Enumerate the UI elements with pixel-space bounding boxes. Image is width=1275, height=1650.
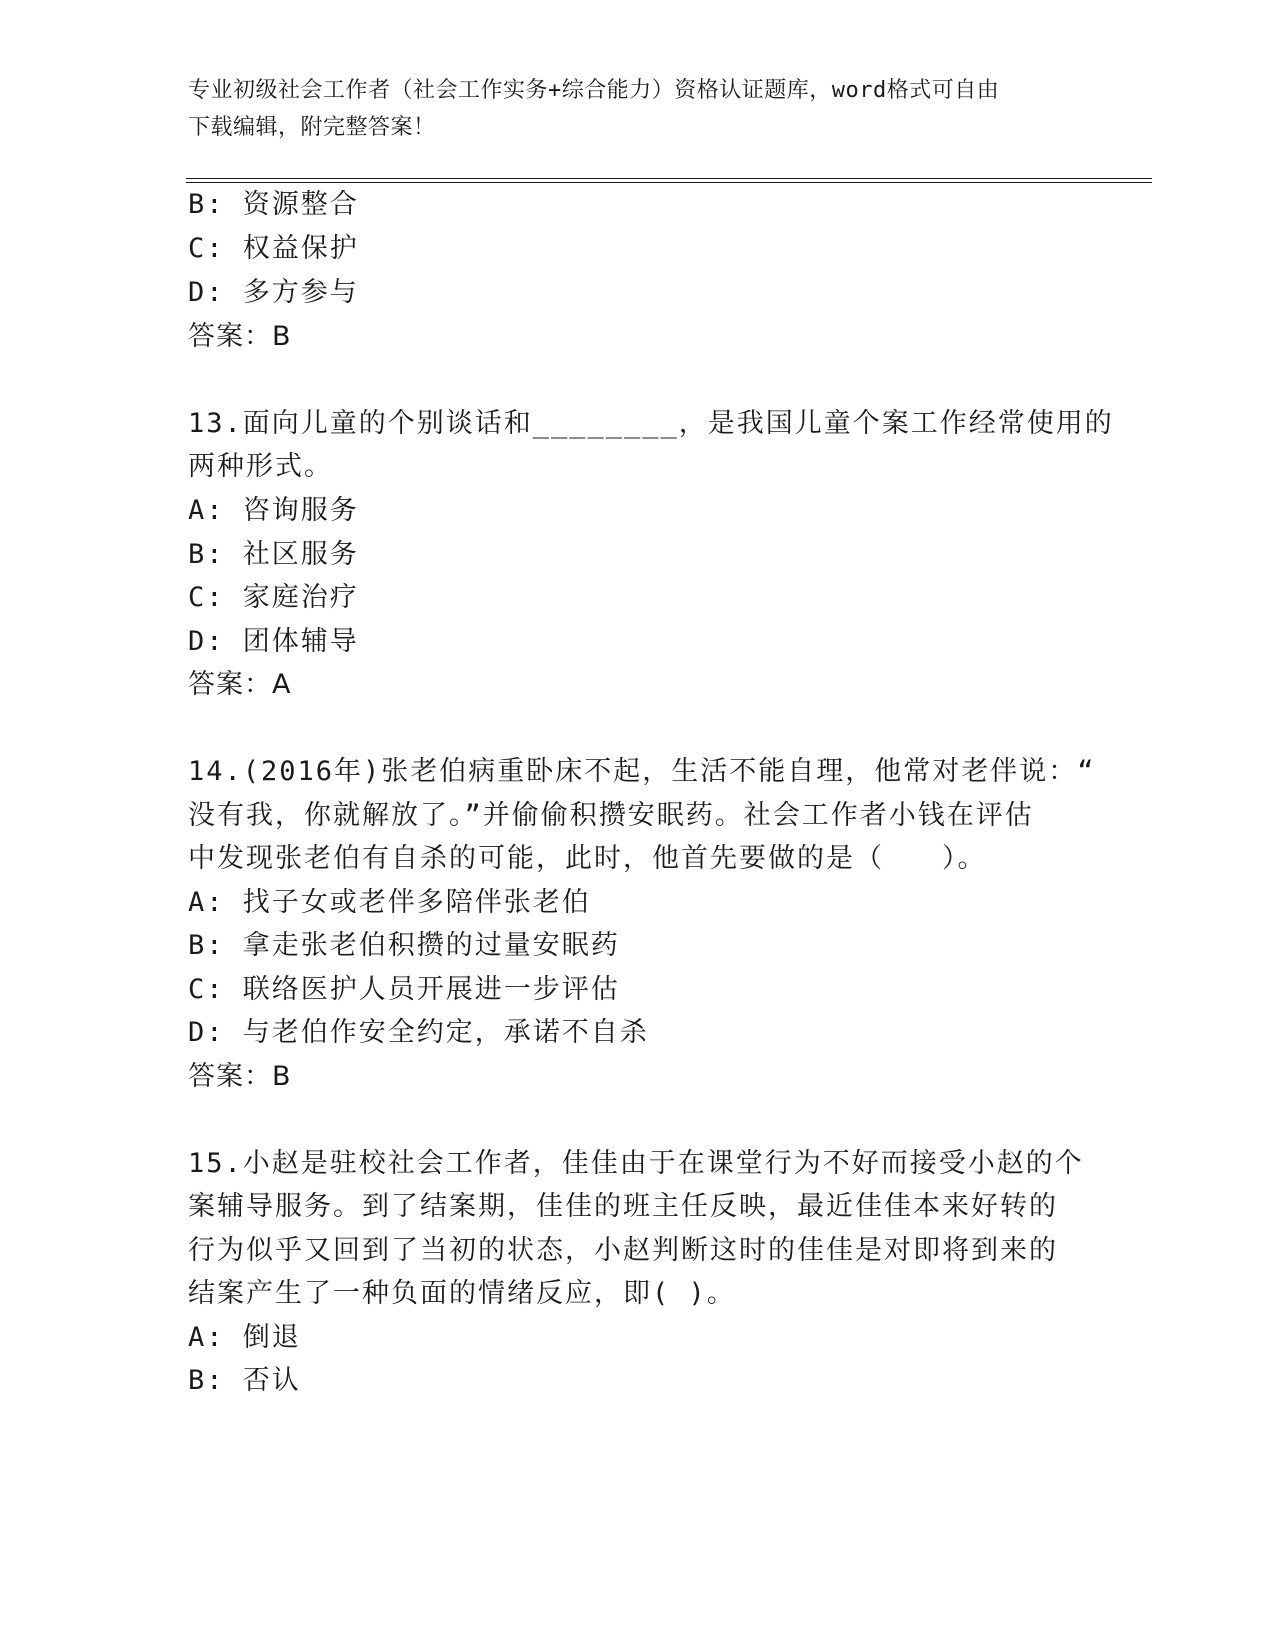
q13-option-a: A: 咨询服务 [188,495,359,526]
header-line-1: 专业初级社会工作者（社会工作实务+综合能力）资格认证题库，word格式可自由 [188,78,1000,103]
q14-stem-line-1: 14.(2016年)张老伯病重卧床不起，生活不能自理，他常对老伴说：“ [188,756,1096,787]
q15-option-b: B: 否认 [188,1365,301,1396]
q15-stem-line-3: 行为似乎又回到了当初的状态，小赵判断这时的佳佳是对即将到来的 [188,1235,1058,1266]
q13-option-d: D: 团体辅导 [188,626,359,657]
q13-stem-line-1: 13.面向儿童的个别谈话和________，是我国儿童个案工作经常使用的 [188,408,1114,439]
q13-answer: 答案：A [188,669,292,700]
q15-stem-line-1: 15.小赵是驻校社会工作者，佳佳由于在课堂行为不好而接受小赵的个 [188,1148,1084,1179]
q15-option-a: A: 倒退 [188,1322,301,1353]
q15-stem-line-2: 案辅导服务。到了结案期，佳佳的班主任反映，最近佳佳本来好转的 [188,1191,1058,1222]
q14-option-a: A: 找子女或老伴多陪伴张老伯 [188,887,591,918]
q14-option-b: B: 拿走张老伯积攒的过量安眠药 [188,930,620,961]
q14-option-d: D: 与老伯作安全约定，承诺不自杀 [188,1017,649,1048]
q14-stem-line-2: 没有我，你就解放了。”并偷偷积攒安眠药。社会工作者小钱在评估 [188,800,1034,831]
q12-option-b: B: 资源整合 [188,189,359,220]
q13-option-b: B: 社区服务 [188,539,359,570]
q14-stem-line-3: 中发现张老伯有自杀的可能，此时，他首先要做的是（ ）。 [188,843,987,874]
q12-option-c: C: 权益保护 [188,233,359,264]
header-divider-bottom [186,182,1152,183]
q13-stem-line-2: 两种形式。 [188,451,333,482]
q14-answer: 答案：B [188,1061,292,1092]
header-line-2: 下载编辑，附完整答案！ [188,115,436,140]
q14-option-c: C: 联络医护人员开展进一步评估 [188,974,620,1005]
q15-stem-line-4: 结案产生了一种负面的情绪反应，即( )。 [188,1278,736,1309]
header-divider-top [186,178,1152,179]
q12-option-d: D: 多方参与 [188,277,359,308]
q12-answer: 答案：B [188,321,292,352]
q13-option-c: C: 家庭治疗 [188,582,359,613]
document-header [188,72,1088,146]
